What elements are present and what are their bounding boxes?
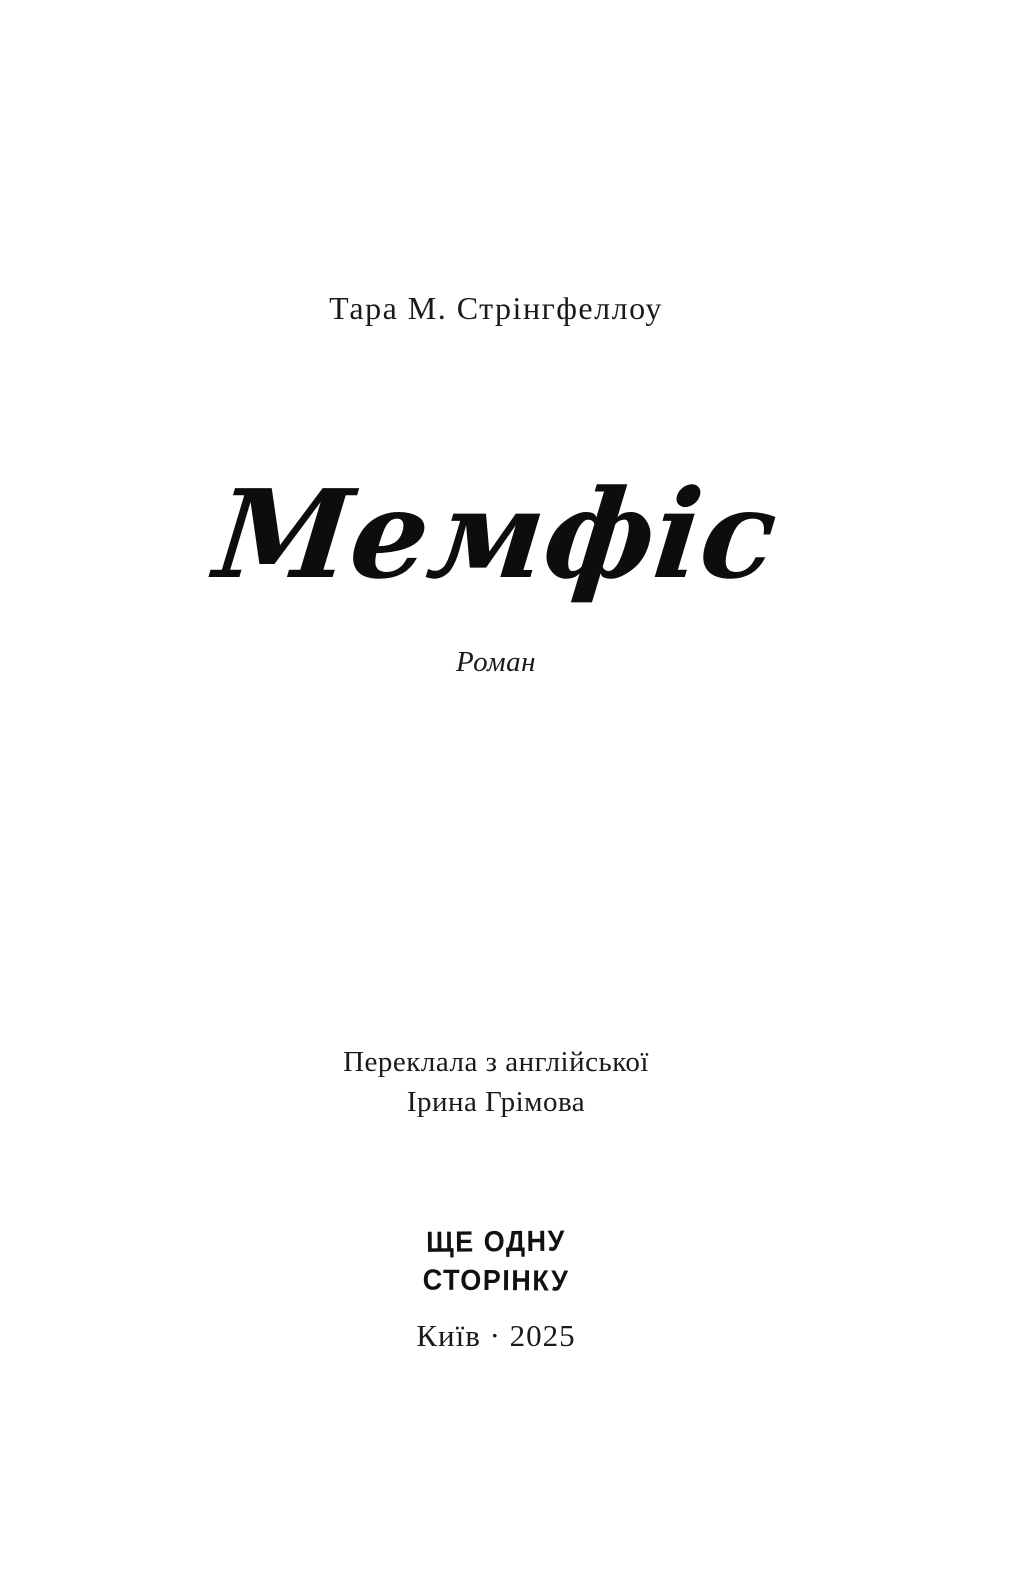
author-name: Тара М. Стрінгфеллоу [329,290,663,326]
translator-name: Ірина Грімова [406,1086,586,1119]
genre-subtitle: Роман [456,646,536,678]
imprint-city-year: Київ · 2025 [416,1318,576,1353]
translation-credit-line: Переклала з англійської [343,1046,649,1078]
publisher-logo [0,1223,1008,1300]
publisher-logo-line-1: ЩЕ ОДНУ [426,1224,566,1259]
publisher-logo-line-2: СТОРІНКУ [422,1263,570,1297]
translator-credit [0,1042,1008,1122]
book-title: Мемфіс [208,462,784,606]
